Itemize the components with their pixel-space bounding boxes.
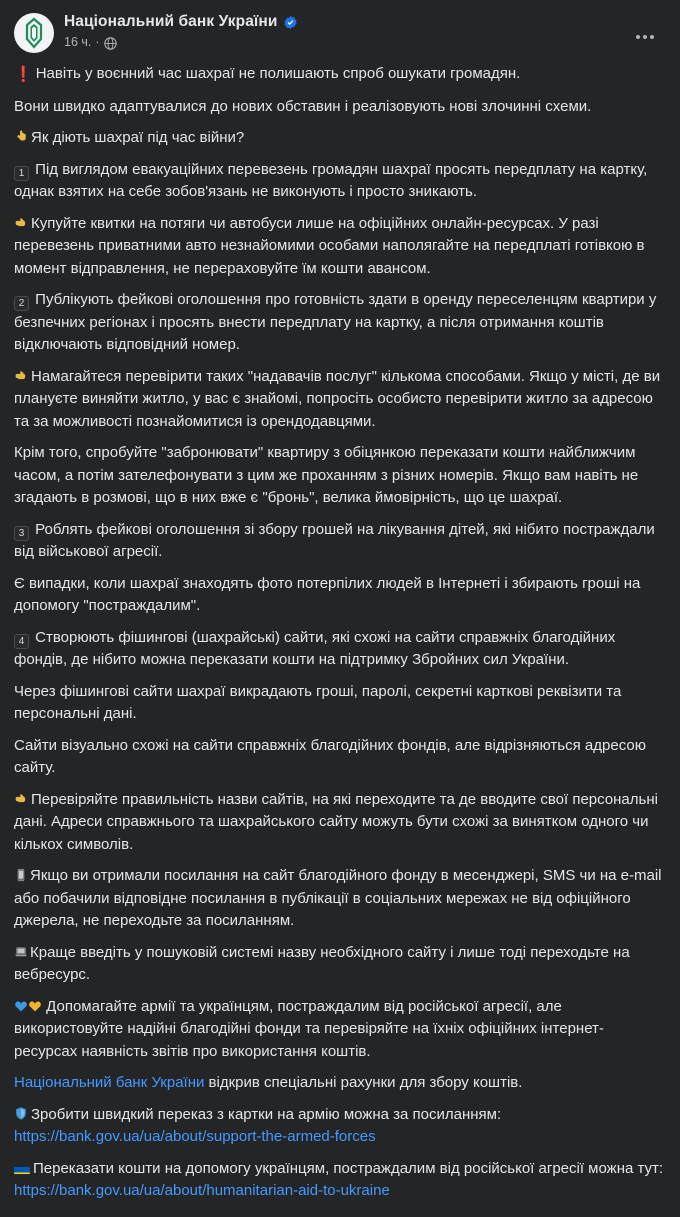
nbu-logo-icon [17, 16, 51, 50]
paragraph-text: Зробити швидкий переказ з картки на армію можна за посиланням: [31, 1105, 502, 1123]
ukraine-flag-icon [14, 1163, 30, 1174]
index-pointing-up-icon [14, 129, 29, 144]
post-paragraph-mention [14, 1072, 666, 1095]
post-paragraph [14, 942, 666, 987]
keycap-4-icon: 4 [14, 634, 29, 649]
post-options-button[interactable] [628, 20, 662, 54]
keycap-2-icon: 2 [14, 296, 29, 311]
external-link-armed-forces[interactable]: https://bank.gov.ua/ua/about/support-the-armed-forces [14, 1128, 376, 1145]
post-paragraph [14, 442, 666, 510]
paragraph-text: Переказати кошти на допомогу українцям, постраждалим від російської агресії можна тут: [33, 1159, 664, 1177]
paragraph-text: Роблять фейкові оголошення зі збору грошей на лікування дітей, які нібито постраждали від військової агресії. [14, 520, 655, 560]
paragraph-text: Під виглядом евакуаційних перевезень громадян шахраї просять передплату на картку, однак взятих на себе зобов'язань не виконують і просто зникають. [14, 160, 648, 200]
post-header-text [64, 12, 298, 50]
paragraph-text: Вони швидко адаптувалися до нових обставин і реалізовують нові злочинні схеми. [14, 97, 592, 115]
paragraph-text: Сайти візуально схожі на сайти справжніх благодійних фондів, але відрізняються адресою сайту. [14, 736, 646, 776]
paragraph-text: Допомагайте армії та українцям, постраждалим від російської агресії, але використовуйте надійні благодійні фонди та перевіряйте на їхніх офіційних інтернет-ресурсах наявність звітів про використання коштів. [14, 997, 604, 1060]
laptop-icon [14, 944, 28, 958]
paragraph-text: Крім того, спробуйте "забронювати" квартиру з обіцянкою переказати кошти найближчим часом, а потім зателефонувати з цим же проханням з різних номерів. Якщо вам навіть не згадають в розмові, що в них вже є "бронь", велика ймовірність, що це шахраї. [14, 444, 639, 506]
post-paragraph [14, 213, 666, 281]
post-paragraph [14, 627, 666, 672]
author-row [64, 13, 298, 31]
post-paragraph [14, 996, 666, 1064]
paragraph-text: Перевіряйте правильність назви сайтів, на які переходите та де вводите свої персональні дані. Адреси справжнього та шахрайського сайту можуть бути схожі за винятком одного чи кількох символів. [14, 790, 658, 853]
ellipsis-dot [650, 35, 654, 39]
avatar[interactable] [14, 13, 54, 53]
post-paragraph [14, 573, 666, 618]
post-paragraph [14, 681, 666, 726]
pointing-right-hand-icon [14, 215, 29, 230]
post-header [0, 0, 680, 59]
verified-badge-icon [283, 15, 298, 30]
paragraph-text: Навіть у воєнний час шахраї не полишають спроб ошукати громадян. [35, 65, 521, 82]
globe-icon[interactable] [104, 37, 117, 50]
paragraph-text: Якщо ви отримали посилання на сайт благодійного фонду в месенджері, SMS чи на e-mail або побачили відповідне посилання в публікації в соціальних мережах не від офіційного джерела, не переходьте за посиланням. [14, 867, 662, 929]
paragraph-text: Намагайтеся перевірити таких "надавачів послуг" кількома способами. Якщо у місті, де ви плануєте виняйти житло, у вас є знайомі, попросіть особисто перевірити житло за адресою та за можливості познайомитися із орендодавцями. [14, 367, 661, 430]
meta-separator: · [95, 35, 100, 49]
post-paragraph [14, 159, 666, 204]
ellipsis-dot [643, 35, 647, 39]
paragraph-text: Через фішингові сайти шахраї викрадають гроші, паролі, секретні карткові реквізити та персональні дані. [14, 682, 622, 722]
paragraph-text: Створюють фішингові (шахрайські) сайти, які схожі на сайти справжніх благодійних фондів, де нібито можна переказати кошти на підтримку Збройних сил України. [14, 628, 616, 668]
post-paragraph [14, 735, 666, 780]
paragraph-text: Краще введіть у пошуковій системі назву необхідного сайту і лише тоді переходьте на вебресурс. [14, 943, 630, 983]
post-timestamp[interactable]: 16 ч. [64, 35, 92, 49]
ellipsis-dot [636, 35, 640, 39]
paragraph-text: Як діють шахраї під час війни? [31, 129, 245, 146]
mention-link-nbu[interactable]: Національний банк України [14, 1074, 205, 1091]
red-exclamation-icon: ❗ [14, 66, 33, 83]
pointing-right-hand-icon [14, 791, 29, 806]
paragraph-text: Купуйте квитки на потяги чи автобуси лише на офіційних онлайн-ресурсах. У разі перевезень приватними авто незнайомими особами наполягайте на передплаті готівкою в момент відправлення, не перераховуйте їм кошти авансом. [14, 214, 645, 277]
post-paragraph-link-block [14, 1104, 666, 1149]
keycap-1-icon: 1 [14, 166, 29, 181]
post-paragraph [14, 127, 666, 150]
paragraph-text: Є випадки, коли шахраї знаходять фото потерпілих людей в Інтернеті і збирають гроші на допомогу "постраждалим". [14, 574, 641, 614]
mobile-phone-icon [14, 867, 28, 881]
pointing-right-hand-icon [14, 368, 29, 383]
blue-heart-icon [14, 998, 28, 1012]
external-link-humanitarian-aid[interactable]: https://bank.gov.ua/ua/about/humanitarian-aid-to-ukraine [14, 1182, 390, 1199]
post-paragraph [14, 789, 666, 857]
author-name[interactable]: Національний банк України [64, 13, 278, 30]
post-paragraph [14, 519, 666, 564]
post-paragraph [14, 289, 666, 357]
paragraph-text: Публікують фейкові оголошення про готовність здати в оренду переселенцям квартири у безпечних регіонах і просять внести передплату на картку, а після отримання коштів відключають відповідний номер. [14, 291, 657, 353]
post-paragraph-link-block [14, 1158, 666, 1203]
shield-icon [14, 1106, 28, 1121]
yellow-heart-icon [28, 998, 42, 1012]
post-paragraph [14, 366, 666, 434]
post-paragraph [14, 865, 666, 933]
post-paragraph [14, 96, 666, 119]
post-meta [64, 34, 298, 50]
post-body [0, 59, 680, 1213]
post-paragraph [14, 63, 666, 87]
keycap-3-icon: 3 [14, 526, 29, 541]
paragraph-text: відкрив спеціальні рахунки для збору коштів. [204, 1074, 523, 1091]
